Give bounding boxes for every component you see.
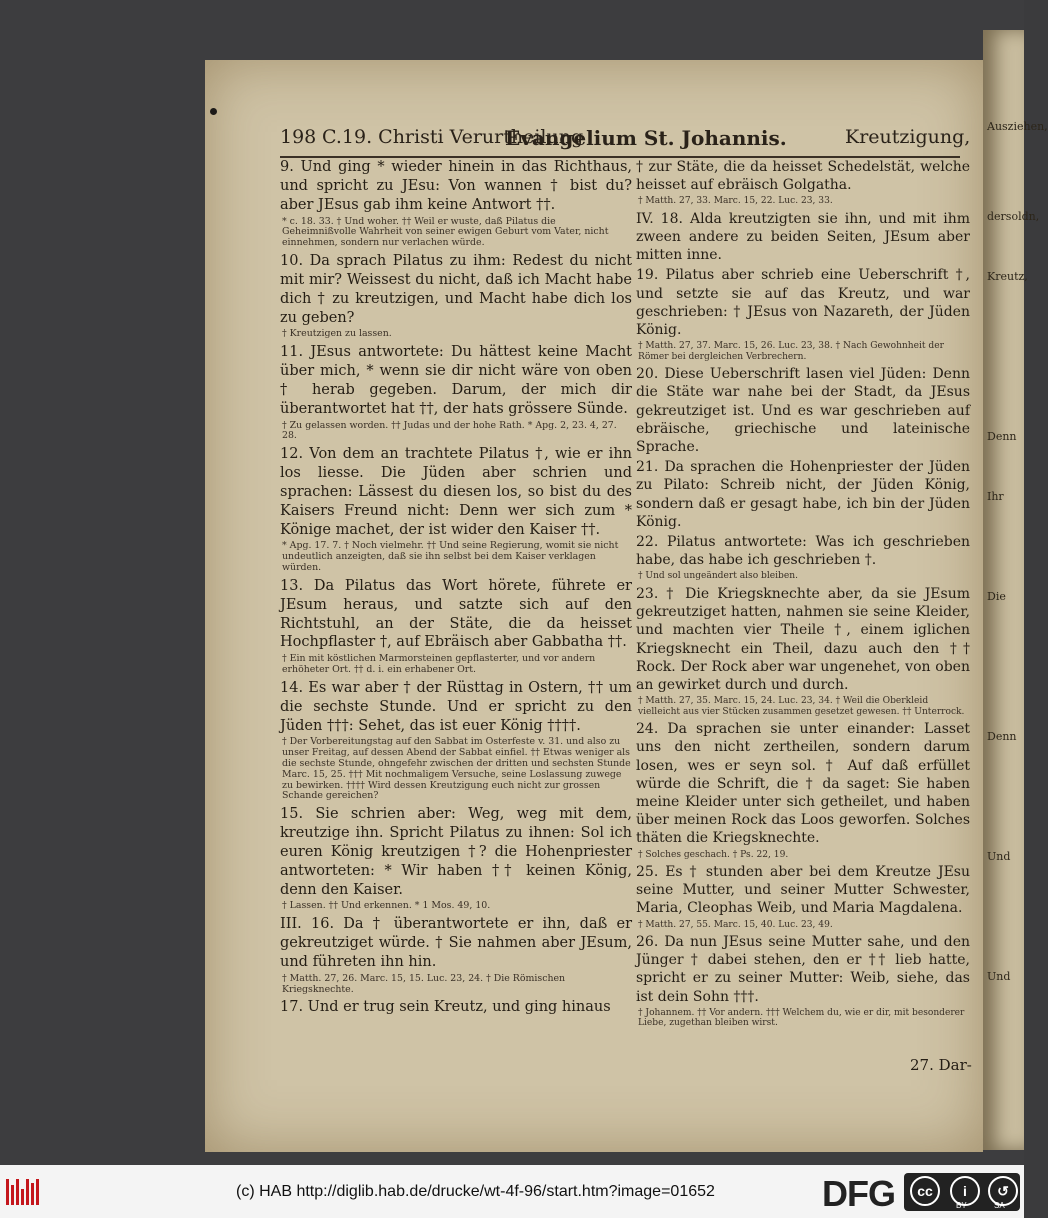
binding-hole <box>210 108 217 115</box>
verse: † zur Stäte, die da heisset Schedelstät, welche heisset auf ebräisch Golgatha. <box>636 159 970 194</box>
verse: 26. Da nun JEsus seine Mutter sahe, und den Jünger † dabei stehen, den er †† lieb hatte, spricht er zu seiner Mutter: Weib, siehe, das ist dein Sohn †††. <box>636 934 970 1005</box>
verse: 22. Pilatus antwortete: Was ich geschrieben habe, das habe ich geschrieben †. <box>636 534 970 569</box>
right-text-column <box>636 158 970 1032</box>
footnote: * Apg. 17. 7. † Noch vielmehr. †† Und seine Regierung, womit sie nicht undeutlich anzeigten, daß sie ihn selbst bei dem Kaiser verklagen würden. <box>282 540 619 573</box>
verse: 10. Da sprach Pilatus zu ihm: Redest du nicht mit mir? Weissest du nicht, daß ich Macht habe dich † zu kreutzigen, und Macht habe dich los zu geben? <box>280 252 632 326</box>
footnote: † Der Vorbereitungstag auf den Sabbat im Osterfeste v. 31. und also zu unser Freitag, auf dessen Abend der Sabbat einfiel. †† Etwas weniger als die sechste Stunde, ohngefehr zwischen der dritten und sechsten Stunde Marc. 15, 25. ††† Mit nochmaligem Versuche, seine Loslassung zuwege zu bewirken. †††† Wird dessen Kreutzigung euch nicht zur grossen Schande gereichen? <box>282 736 631 802</box>
verse: 9. Und ging * wieder hinein in das Richthaus, und spricht zu JEsu: Von wannen † bist du? aber JEsus gab ihm keine Antwort ††. <box>280 159 632 213</box>
cc-icon: cc <box>910 1176 940 1206</box>
footnote: † Und sol ungeändert also bleiben. <box>638 571 798 582</box>
page-number: 198 <box>280 126 317 148</box>
footnote: † Matth. 27, 55. Marc. 15, 40. Luc. 23, 49. <box>638 919 833 930</box>
footer-bar <box>0 1165 1024 1218</box>
gospel-title: Evangelium St. Johannis. <box>505 126 787 150</box>
verse: 12. Von dem an trachtete Pilatus †, wie er ihn los liesse. Die Jüden aber schrien und sprachen: Lässest du diesen los, so bist du des Kaisers Freund nicht: Denn wer sich zum * Könige machet, der ist wider den Kaiser ††. <box>280 446 632 538</box>
verse: III. 16. Da † überantwortete er ihn, daß er gekreutziget würde. † Sie nahmen aber JEsum, und führeten ihn hin. <box>280 916 632 970</box>
verse: 13. Da Pilatus das Wort hörete, führete er JEsum heraus, und satzte sich auf den Richtstuhl, an der Stäte, die da heisset Hochpflaster †, auf Ebräisch aber Gabbatha ††. <box>280 577 632 651</box>
hab-logo-icon <box>6 1179 40 1205</box>
footnote: † Kreutzigen zu lassen. <box>282 328 392 340</box>
source-link[interactable]: (c) HAB http://diglib.hab.de/drucke/wt-4f-96/start.htm?image=01652 <box>236 1183 715 1200</box>
footnote: † Solches geschach. † Ps. 22, 19. <box>638 849 789 860</box>
verse: 19. Pilatus aber schrieb eine Ueberschrift †, und setzte sie auf das Kreutz, und war geschrieben: † JEsus von Nazareth, der Jüden König. <box>636 267 970 339</box>
footnote: † Matth. 27, 37. Marc. 15, 26. Luc. 23, 38. † Nach Gewohnheit der Römer bei dergleichen Verbrechern. <box>638 341 944 362</box>
by-label: BY <box>956 1201 967 1210</box>
sa-label: SA <box>994 1201 1005 1210</box>
verse: 14. Es war aber † der Rüsttag in Ostern, †† um die sechste Stunde. Und er spricht zu den Jüden †††: Sehet, das ist euer König ††††. <box>280 679 632 734</box>
footnote: † Johannem. †† Vor andern. ††† Welchem du, wie er dir, mit besonderer Liebe, zugethan bleiben wirst. <box>638 1007 965 1029</box>
verse: 21. Da sprachen die Hohenpriester der Jüden zu Pilato: Schreib nicht, der Jüden König, sondern daß er gesagt habe, ich bin der Jüden König. <box>636 459 970 530</box>
footnote: † Matth. 27, 35. Marc. 15, 24. Luc. 23, 34. † Weil die Oberkleid vielleicht aus vier Stücken zusammen gesetzet gewesen. †† Unterrock. <box>638 696 965 717</box>
verse: IV. 18. Alda kreutzigten sie ihn, und mit ihm zween andere zu beiden Seiten, JEsum aber mitten inne. <box>636 210 970 264</box>
verse: 11. JEsus antwortete: Du hättest keine Macht über mich, * wenn sie dir nicht wäre von oben † herab gegeben. Darum, der mich dir überantwortet hat ††, der hats grössere Sünde. <box>280 344 632 417</box>
footnote: † Ein mit köstlichen Marmorsteinen gepflasterter, und vor andern erhöheter Ort. †† d. i. ein erhabener Ort. <box>282 653 596 675</box>
sa-icon: ↺ <box>988 1176 1018 1206</box>
catchword: 27. Dar- <box>910 1056 972 1074</box>
footnote: † Zu gelassen worden. †† Judas und der hohe Rath. * Apg. 2, 23. 4, 27. 28. <box>282 419 617 442</box>
verse: 23. † Die Kriegsknechte aber, da sie JEsum gekreutziget hatten, nahmen sie seine Kleider, und machten vier Theile †, einem iglichen Kriegsknecht ein Theil, dazu auch den †† Rock. Der Rock aber war ungenehet, von oben an gewirket durch und durch. <box>636 585 970 693</box>
verse: 17. Und er trug sein Kreutz, und ging hinaus <box>280 999 611 1016</box>
running-header <box>280 126 971 158</box>
verse: 25. Es † stunden aber bei dem Kreutze JEsu seine Mutter, und seiner Mutter Schwester, Maria, Cleophas Weib, und Maria Magdalena. <box>636 863 970 917</box>
cc-by-sa-icon[interactable] <box>904 1173 1020 1211</box>
adjacent-page-edge: Ausziehen, dersoldn, Kreutz, Denn Ihr Die Denn Und Und <box>983 30 1024 1150</box>
verse: 24. Da sprachen sie unter einander: Lasset uns den nicht zertheilen, sondern darum losen, wes er seyn sol. † Auf daß erfüllet würde die Schrift, die † da saget: Sie haben meine Kleider unter sich getheilet, und haben über meinen Rock das Loos geworfen. Solches thäten die Kriegsknechte. <box>636 721 970 847</box>
footnote: * c. 18. 33. † Und woher. †† Weil er wuste, daß Pilatus die Geheimnißvolle Wahrheit von seiner ewigen Geburt vom Vater, nicht einnehmen, sondern nur verlachen würde. <box>282 215 609 249</box>
left-text-column <box>280 158 632 1019</box>
footnote: † Lassen. †† Und erkennen. * 1 Mos. 49, 10. <box>282 900 491 912</box>
topic-heading: Kreutzigung, <box>845 126 971 148</box>
verse: 15. Sie schrien aber: Weg, weg mit dem, kreutzige ihn. Spricht Pilatus zu ihnen: Sol ich euren König kreutzigen †? die Hohenpriester antworteten: * Wir haben †† keinen König, denn den Kaiser. <box>280 806 632 898</box>
chapter-heading: C.19. Christi Verurtheilung <box>322 126 584 148</box>
by-icon: i <box>950 1176 980 1206</box>
footnote: † Matth. 27, 26. Marc. 15, 15. Luc. 23, 24. † Die Römischen Kriegsknechte. <box>282 972 566 995</box>
dfg-logo: DFG <box>822 1173 895 1214</box>
verse: 20. Diese Ueberschrift lasen viel Jüden: Denn die Stäte war nahe bei der Stadt, da JEsus gekreutziget ist. Und es war geschrieben auf ebräische, griechische und lateinische Sprache. <box>636 366 970 456</box>
footnote: † Matth. 27, 33. Marc. 15, 22. Luc. 23, 33. <box>638 196 833 207</box>
